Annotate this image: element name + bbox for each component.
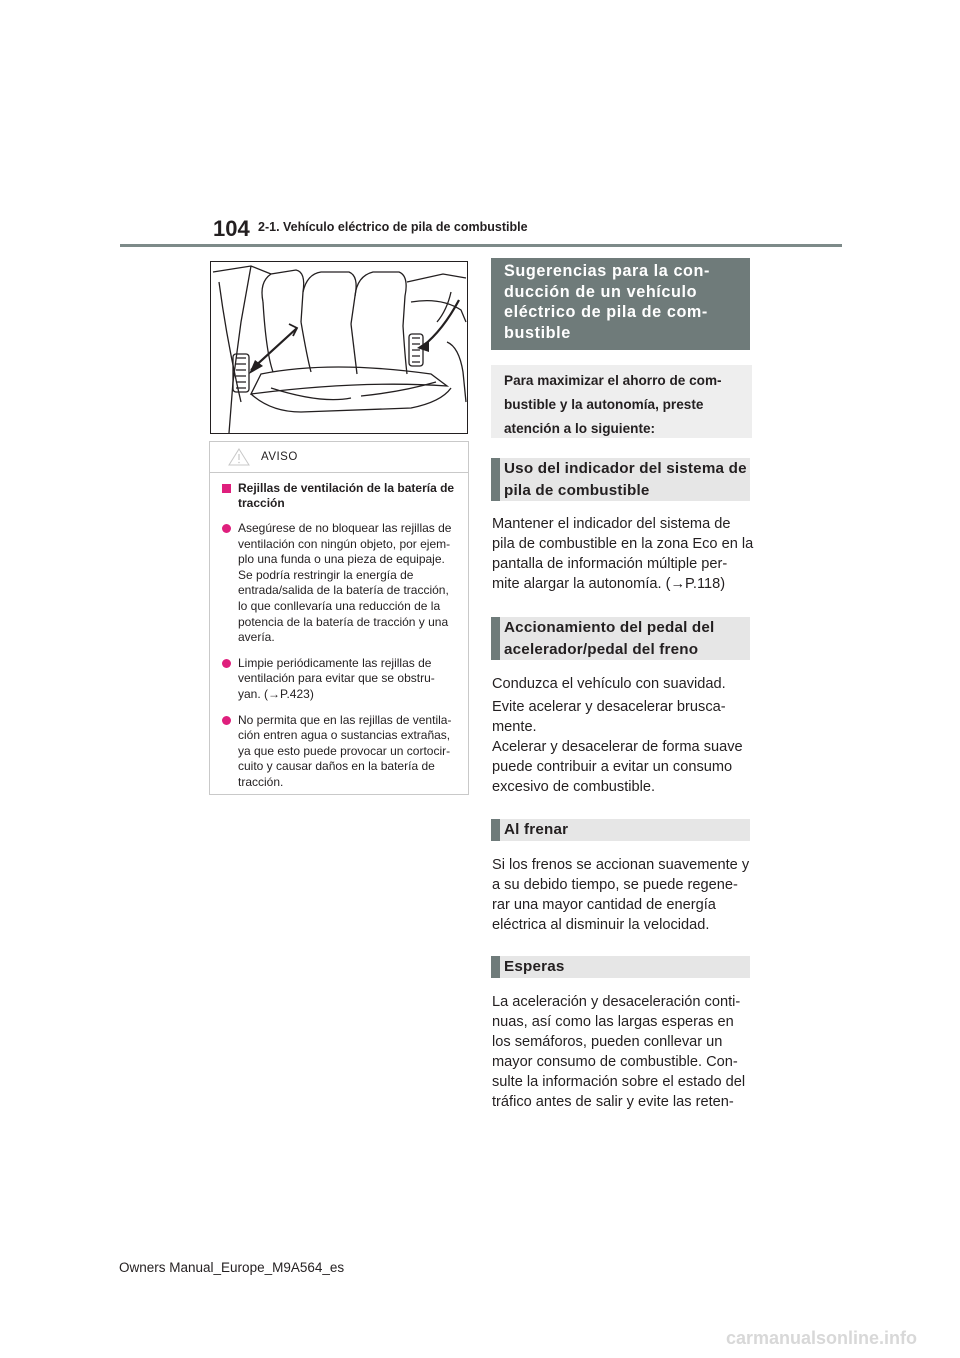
warning-item	[222, 521, 456, 646]
subheading-waiting: Esperas	[491, 956, 750, 978]
subheading-braking: Al frenar	[491, 819, 750, 841]
square-bullet-icon	[222, 484, 231, 493]
paragraph: Conduzca el vehículo con suavidad.	[492, 676, 726, 692]
paragraph: La aceleración y desaceleración conti-nuas, así como las largas esperas en los semáforos, pueden conllevar un mayor consumo de combustible. Con-sulte la información sobre el estado del tráfico antes de salir y evite las reten-	[492, 994, 746, 1110]
warning-item-text: Limpie periódicamente las rejillas de ventilación para evitar que se obstru-yan. (→P.423)	[238, 655, 435, 701]
rear-seat-illustration	[210, 261, 468, 434]
footer: Owners Manual_Europe_M9A564_es	[119, 1260, 345, 1275]
rear-seat-vents-arrows-icon	[211, 262, 467, 433]
intro-box: Para maximizar el ahorro de com-bustible y la autonomía, preste atención a lo siguiente:	[491, 365, 752, 438]
paragraph: Si los frenos se accionan suavemente y a su debido tiempo, se puede regene-rar una mayor cantidad de energía eléctrica al disminuir la velocidad.	[492, 857, 750, 933]
warning-item-text: No permita que en las rejillas de ventila-ción entren agua o sustancias extrañas, ya que esto puede provocar un cortocir-cuito y causar daños en la batería de tracción.	[238, 712, 452, 789]
header-divider	[120, 244, 842, 247]
warning-item	[222, 656, 456, 703]
section-title: 2-1. Vehículo eléctrico de pila de combustible	[258, 220, 528, 234]
paragraph: Acelerar y desacelerar de forma suave puede contribuir a evitar un consumo excesivo de combustible.	[492, 739, 743, 795]
warning-header	[210, 442, 468, 473]
warning-item	[222, 713, 456, 791]
circle-bullet-icon	[222, 524, 231, 533]
circle-bullet-icon	[222, 716, 231, 725]
warning-triangle-icon	[228, 448, 250, 471]
subheading-indicator: Uso del indicador del sistema de pila de combustible	[491, 458, 750, 501]
warning-item-text: Asegúrese de no bloquear las rejillas de ventilación con ningún objeto, por ejem-plo una funda o una pieza de equipaje. Se podría restringir la energía de entrada/salida de la batería de tracción, lo que conllevaría una reducción de la potencia de la batería de tracción y una avería.	[238, 521, 452, 645]
warning-label: AVISO	[261, 451, 298, 463]
warning-heading	[222, 481, 456, 511]
watermark: carmanualsonline.info	[726, 1328, 918, 1348]
paragraph: Mantener el indicador del sistema de pila de combustible en la zona Eco en la pantalla de información múltiple per-mite alargar la autonomía. (→P.118)	[492, 516, 754, 592]
subheading-pedals: Accionamiento del pedal del acelerador/pedal del freno	[491, 617, 750, 660]
paragraph: Evite acelerar y desacelerar brusca-mente.	[492, 699, 726, 735]
circle-bullet-icon	[222, 659, 231, 668]
warning-box	[209, 441, 469, 795]
main-banner: Sugerencias para la con-ducción de un vehículo eléctrico de pila de com-bustible	[491, 258, 750, 350]
warning-heading-text: Rejillas de ventilación de la batería de tracción	[238, 481, 455, 510]
page-number: 104	[213, 216, 250, 241]
